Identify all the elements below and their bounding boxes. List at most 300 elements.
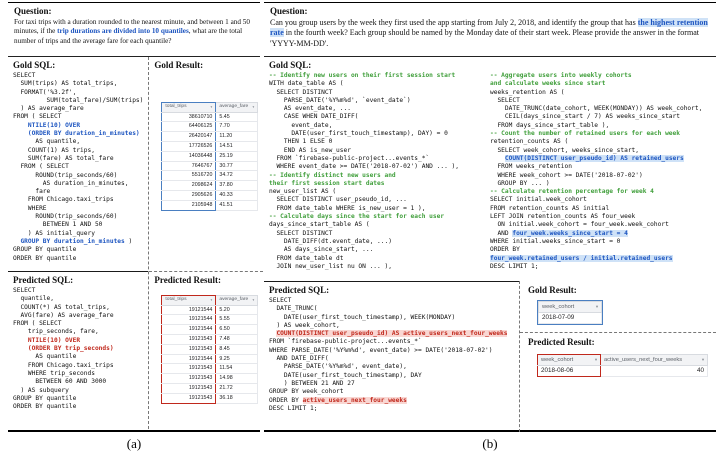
sql-text: FROM ( SELECT xyxy=(13,163,69,171)
sql-text: FROM `firebase-public-project...events_*` xyxy=(269,338,422,346)
table-cell: 19121543 xyxy=(162,334,216,344)
sql-text: SELECT xyxy=(13,287,36,294)
sql-bluehl-segment: COUNT(DISTINCT user_pseudo_id) AS retained_users xyxy=(504,154,684,162)
sql-text: WHERE xyxy=(13,204,47,212)
sql-blue-segment: (ORDER BY duration_in_minutes) xyxy=(27,130,140,138)
sql-code-line xyxy=(13,395,143,403)
column-header xyxy=(538,355,601,366)
sql-text: THEN 1 ELSE 0 xyxy=(269,138,333,146)
table-cell: 64406125 xyxy=(162,122,216,132)
sql-code-line xyxy=(269,147,481,155)
sql-text: FROM date_table WHERE is_new_user = 1 ), xyxy=(269,204,426,212)
sql-text: SELECT xyxy=(13,72,36,79)
panel-a xyxy=(8,2,260,432)
sql-code-line xyxy=(269,397,514,405)
sql-code-line xyxy=(13,196,143,204)
sql-text: CASE WHEN DATE_DIFF( xyxy=(269,113,359,121)
gold-sql-column-2 xyxy=(486,57,716,281)
sql-code-line xyxy=(13,328,143,336)
sql-code-line xyxy=(13,287,143,295)
sql-text: AS event_date, ... xyxy=(269,105,351,113)
sql-code-line xyxy=(490,238,712,246)
sql-text: WITH date_table AS ( xyxy=(269,80,344,88)
sql-text: days_since_start_table AS ( xyxy=(269,221,370,229)
table-row xyxy=(162,334,258,344)
result-table xyxy=(538,301,602,324)
sql-code-line xyxy=(13,155,143,163)
sql-text: SELECT DISTINCT user_pseudo_id, ... xyxy=(269,196,407,204)
table-row xyxy=(162,383,258,393)
sql-text: ) BETWEEN 21 AND 27 xyxy=(269,379,355,387)
sql-code-line xyxy=(490,105,712,113)
sql-code-line xyxy=(490,188,712,196)
sql-bluehl-segment: four_week.retained_users / initial.retained_users xyxy=(490,254,673,262)
sql-green-segment: their first session start dates xyxy=(269,179,385,187)
sql-text: FROM days_since_start_table ), xyxy=(490,121,610,129)
gold-sql-code-col1 xyxy=(269,72,481,271)
sql-text: SUM(total_fare)/SUM(trips) xyxy=(13,96,144,104)
gold-result-section-b xyxy=(520,281,716,332)
sql-text: DESC LIMIT 1; xyxy=(490,262,539,270)
column-header xyxy=(216,296,258,306)
table-cell: 11.54 xyxy=(216,364,258,374)
sql-code-line xyxy=(490,147,712,155)
sql-text: DESC LIMIT 1; xyxy=(269,404,318,412)
sql-code-line xyxy=(269,347,514,355)
predicted-sql-section-a xyxy=(8,271,148,429)
table-row xyxy=(162,393,258,403)
sql-code-line xyxy=(269,113,481,121)
sql-code-line xyxy=(13,130,143,138)
sql-text: FROM retention_counts AS initial xyxy=(490,204,610,212)
table-cell: 8.45 xyxy=(216,344,258,354)
sql-text: LEFT JOIN retention_counts AS four_week xyxy=(490,213,636,221)
sql-code-line xyxy=(490,97,712,105)
table-cell: 19121543 xyxy=(162,374,216,384)
table-row xyxy=(162,132,258,142)
sql-text: AND DATE_DIFF( xyxy=(269,355,329,363)
sql-code-line xyxy=(13,295,143,303)
sql-code-line xyxy=(13,172,143,180)
column-header xyxy=(216,103,258,113)
sql-text: AS quantile, xyxy=(13,138,81,146)
sql-code-line xyxy=(269,380,514,388)
sql-text: ) AS week_cohort, xyxy=(269,321,340,329)
gold-result-heading: Gold Result: xyxy=(154,60,204,70)
table-cell: 2018-08-06 xyxy=(538,366,601,377)
result-column-b xyxy=(519,281,716,432)
sql-text: GROUP BY week_cohort xyxy=(269,388,344,396)
header-row xyxy=(162,103,258,113)
sql-code-line xyxy=(13,353,143,361)
sql-code-line xyxy=(490,80,712,88)
question-text xyxy=(270,18,710,49)
sql-text: SELECT week_cohort, weeks_since_start, xyxy=(490,146,640,154)
sql-code-line xyxy=(490,205,712,213)
sql-text: SUM(fare) AS total_fare xyxy=(13,154,114,162)
sql-code-line xyxy=(13,403,143,411)
sql-text: FROM weeks_retention xyxy=(490,163,572,171)
sql-text: ORDER BY xyxy=(269,396,303,404)
sql-text: CEIL(days_since_start / 7) AS weeks_since_start xyxy=(490,113,680,121)
predicted-sql-code xyxy=(13,287,143,411)
table-row xyxy=(162,374,258,384)
table-cell: 41.51 xyxy=(216,200,258,210)
table-row xyxy=(162,364,258,374)
sql-code-line xyxy=(269,89,481,97)
sql-text: COUNT(1) AS trips, xyxy=(13,146,95,154)
sql-code-line xyxy=(269,122,481,130)
sql-code-line xyxy=(269,105,481,113)
sql-code-line xyxy=(269,221,481,229)
sql-green-segment: -- Aggregate users into weekly cohorts xyxy=(490,72,632,79)
sql-text: ROUND(trip_seconds/60) xyxy=(13,171,118,179)
sql-text: ) AS initial_query xyxy=(13,229,95,237)
sql-code-line xyxy=(13,304,143,312)
table-cell: 14.98 xyxy=(216,374,258,384)
sql-green-segment: -- Count the number of retained users for each week xyxy=(490,130,680,138)
sql-code-line xyxy=(269,180,481,188)
sql-code-line xyxy=(13,387,143,395)
sql-text: FORMAT('%3.2f', xyxy=(13,88,77,96)
gold-sql-heading: Gold SQL: xyxy=(13,60,56,70)
question-text-run: For taxi trips with a duration rounded to the nearest minute, and between 1 and 50 minutes, if the xyxy=(14,18,250,36)
sql-code-line xyxy=(490,138,712,146)
predicted-sql-heading: Predicted SQL: xyxy=(13,275,74,285)
table-cell: 14.51 xyxy=(216,141,258,151)
sql-text: DATE(user_first_touch_timestamp), DAY) = 0 xyxy=(269,130,448,138)
sql-text: AND xyxy=(490,229,513,237)
sql-code-line xyxy=(269,338,514,346)
sql-code-line xyxy=(269,238,481,246)
sql-code-line xyxy=(269,246,481,254)
gold-result-table-b xyxy=(537,300,603,325)
sort-arrow-icon: ▾ xyxy=(252,298,255,302)
sql-code-line xyxy=(13,345,143,353)
gold-sql-code xyxy=(13,72,143,263)
sql-text: END AS is_new_user xyxy=(269,146,351,154)
sql-text: AS duration_in_minutes, xyxy=(13,179,129,187)
table-cell: 9.25 xyxy=(216,354,258,364)
table-cell: 5.55 xyxy=(216,315,258,325)
sql-code-line xyxy=(13,72,143,80)
predicted-result-table-b xyxy=(537,354,708,377)
predicted-result-section-b xyxy=(520,332,716,432)
sql-text: BETWEEN 60 AND 3000 xyxy=(13,378,107,386)
sql-text xyxy=(13,122,28,129)
sql-code-line xyxy=(269,196,481,204)
sql-text: SELECT xyxy=(269,297,292,304)
sql-text: ORDER BY quantile xyxy=(13,254,77,262)
sql-green-segment: -- Calculate days since the start for each user xyxy=(269,213,445,221)
sql-redhl-segment: active_users_next_four_weeks xyxy=(302,396,407,404)
sql-text: ) xyxy=(124,237,133,245)
sql-blue-segment: NTILE(10) OVER xyxy=(27,121,81,129)
sql-text: weeks_retention AS ( xyxy=(490,88,565,96)
question-section-a xyxy=(8,3,260,57)
question-text xyxy=(14,18,254,46)
sql-code-line xyxy=(13,312,143,320)
sql-text: DATE(user_first_touch_timestamp), WEEK(MONDAY) xyxy=(269,313,456,321)
table-cell: 21.72 xyxy=(216,383,258,393)
sql-code-line xyxy=(13,320,143,328)
gold-sql-code-col2 xyxy=(490,72,712,271)
sql-red-segment: (ORDER BY trip_seconds) xyxy=(27,345,114,353)
table-cell: 19121544 xyxy=(162,315,216,325)
sql-code-line xyxy=(13,362,143,370)
sql-code-line xyxy=(490,130,712,138)
sql-text: DATE_DIFF(dt.event_date, ...) xyxy=(269,237,392,245)
table-cell: 5516720 xyxy=(162,171,216,181)
table-cell: 36.18 xyxy=(216,393,258,403)
column-header xyxy=(601,355,708,366)
sql-text: fare xyxy=(13,188,51,196)
sql-text: FROM ( SELECT xyxy=(13,320,62,328)
sql-text: ) AS subquery xyxy=(13,386,69,394)
sql-code-line xyxy=(269,388,514,396)
sql-redhl-segment: COUNT(DISTINCT user_pseudo_id) AS active_users_next_four_weeks xyxy=(276,330,508,338)
sql-code-line xyxy=(13,113,143,121)
predicted-sql-section-b xyxy=(264,281,519,432)
sql-green-segment: -- Identify distinct new users and xyxy=(269,171,396,179)
sql-text: trip_seconds, fare, xyxy=(13,328,99,336)
table-cell: 5.45 xyxy=(216,112,258,122)
predicted-result-table-a xyxy=(161,295,258,404)
sql-code-line xyxy=(269,97,481,105)
sql-text xyxy=(490,155,505,162)
question-highlight: trip durations are divided into 10 quantiles xyxy=(57,27,189,36)
table-cell: 2105948 xyxy=(162,200,216,210)
sql-text: COUNT(*) AS total_trips, xyxy=(13,303,110,311)
sql-code-line xyxy=(13,89,143,97)
sql-text: AVG(fare) AS average_fare xyxy=(13,311,114,319)
sql-text: FROM Chicago.taxi_trips xyxy=(13,361,114,369)
sql-code-line xyxy=(269,188,481,196)
question-heading: Question: xyxy=(14,6,52,16)
sql-text: WHERE initial.weeks_since_start = 0 xyxy=(490,237,621,245)
sql-text: GROUP BY ... ) xyxy=(490,179,550,187)
sql-code-line xyxy=(13,180,143,188)
sql-code-line xyxy=(13,337,143,345)
sort-arrow-icon: ▾ xyxy=(594,357,597,362)
sql-text: AS quantile xyxy=(13,353,77,361)
table-cell: 7.70 xyxy=(216,122,258,132)
sql-code-line xyxy=(490,113,712,121)
sql-text: SELECT xyxy=(490,96,520,104)
gold-sql-heading: Gold SQL: xyxy=(269,60,312,70)
table-cell: 2905626 xyxy=(162,190,216,200)
table-row xyxy=(162,315,258,325)
sql-green-segment: -- Identify new users on their first session start xyxy=(269,72,456,79)
column-label: average_fare xyxy=(219,104,249,109)
sql-code-line xyxy=(490,246,712,254)
header-row xyxy=(539,302,602,313)
table-row xyxy=(162,151,258,161)
header-row xyxy=(538,355,708,366)
sql-code-line xyxy=(490,122,712,130)
sql-code-line xyxy=(13,138,143,146)
sql-text: DATE_TRUNC(date_cohort, WEEK(MONDAY)) AS week_cohort, xyxy=(490,105,703,113)
sql-code-line xyxy=(13,230,143,238)
sql-text: WHERE trip_seconds xyxy=(13,369,95,377)
sql-text: PARSE_DATE('%Y%m%d', `event_date`) xyxy=(269,96,411,104)
table-cell: 14036448 xyxy=(162,151,216,161)
table-row xyxy=(162,354,258,364)
gold-sql-section-a xyxy=(8,57,148,271)
sql-text: WHERE event_date >= DATE('2018-07-02') AND ... ), xyxy=(269,163,459,171)
predicted-result-heading: Predicted Result: xyxy=(528,337,595,347)
sql-code-line xyxy=(269,263,481,271)
table-cell: 40 xyxy=(601,366,708,377)
table-row xyxy=(162,122,258,132)
table-row xyxy=(162,141,258,151)
sql-code-line xyxy=(269,80,481,88)
question-text-run: Can you group users by the week they first used the app starting from July 2, 2018, and identify the group that has xyxy=(270,18,638,27)
sql-red-segment: NTILE(10) OVER xyxy=(27,336,81,344)
sql-text: ORDER BY xyxy=(490,246,520,254)
sql-code-line xyxy=(13,205,143,213)
sql-code-line xyxy=(13,221,143,229)
predicted-result-section-a xyxy=(149,271,263,429)
sql-text: FROM `firebase-public-project...events_*` xyxy=(269,154,430,162)
result-column-a xyxy=(148,57,263,429)
table-cell: 19121543 xyxy=(162,364,216,374)
sql-code-line xyxy=(490,172,712,180)
sql-text: ORDER BY quantile xyxy=(13,403,77,411)
sql-text: quantile, xyxy=(13,295,54,303)
column-label: week_cohort xyxy=(542,304,575,310)
caption-b: (b) xyxy=(482,436,498,451)
sql-code-line xyxy=(269,355,514,363)
table-cell: 26420147 xyxy=(162,132,216,142)
table-row xyxy=(162,200,258,210)
sql-code-line xyxy=(13,147,143,155)
table-row xyxy=(162,161,258,171)
table-cell: 40.33 xyxy=(216,190,258,200)
table-cell: 37.80 xyxy=(216,181,258,191)
panel-b-bottom xyxy=(264,281,716,432)
sort-arrow-icon: ▾ xyxy=(210,105,213,109)
result-table xyxy=(537,354,708,377)
sql-text: SELECT DISTINCT xyxy=(269,229,333,237)
sql-code-line xyxy=(13,238,143,246)
table-row xyxy=(162,190,258,200)
sql-code-line xyxy=(490,263,712,271)
sql-code-line xyxy=(269,155,481,163)
question-heading: Question: xyxy=(270,6,308,16)
caption-a: (a) xyxy=(126,436,142,451)
table-row xyxy=(162,112,258,122)
sql-text: SELECT DISTINCT xyxy=(269,88,333,96)
sql-text: FROM date_table dt xyxy=(269,254,344,262)
column-header xyxy=(162,296,216,306)
sql-code-line xyxy=(269,213,481,221)
table-cell: 25.19 xyxy=(216,151,258,161)
column-header xyxy=(539,302,602,313)
predicted-sql-heading: Predicted SQL: xyxy=(269,285,330,295)
sql-code-line xyxy=(13,105,143,113)
sql-code-line xyxy=(13,97,143,105)
sql-code-line xyxy=(269,305,514,313)
table-cell: 5.20 xyxy=(216,305,258,315)
sql-text: event_date, xyxy=(269,121,333,129)
sql-code-line xyxy=(490,163,712,171)
table-row xyxy=(162,181,258,191)
table-row xyxy=(162,305,258,315)
table-cell: 19121543 xyxy=(162,393,216,403)
table-cell: 2018-07-09 xyxy=(539,313,602,324)
sort-arrow-icon: ▾ xyxy=(210,298,213,302)
sql-text: JOIN new_user_list nu ON ... ), xyxy=(269,262,392,270)
sql-text: FROM Chicago.taxi_trips xyxy=(13,196,114,204)
sql-text xyxy=(13,345,28,352)
sql-code-line xyxy=(269,163,481,171)
sql-bluehl-segment: four_week.weeks_since_start = 4 xyxy=(512,229,628,237)
sql-code-line xyxy=(269,372,514,380)
question-section-b xyxy=(264,3,716,57)
sql-text: new_user_list AS ( xyxy=(269,188,337,196)
sql-code-line xyxy=(269,322,514,330)
sql-code-line xyxy=(269,314,514,322)
column-label: week_cohort xyxy=(541,357,574,363)
sql-code-line xyxy=(13,188,143,196)
sql-code-line xyxy=(269,72,481,80)
sql-text: WHERE week_cohort >= DATE('2018-07-02') xyxy=(490,171,643,179)
gold-result-table-a xyxy=(161,102,258,211)
sql-code-line xyxy=(269,405,514,413)
result-table xyxy=(161,102,258,211)
table-row xyxy=(538,366,708,377)
result-table xyxy=(161,295,258,404)
gold-sql-section-b xyxy=(264,57,716,281)
gold-sql-column-1 xyxy=(264,57,486,281)
table-row xyxy=(162,344,258,354)
sql-code-line xyxy=(13,370,143,378)
sql-code-line xyxy=(490,221,712,229)
sql-code-line xyxy=(269,230,481,238)
sql-code-line xyxy=(490,255,712,263)
table-cell: 19121543 xyxy=(162,383,216,393)
gold-result-section-a xyxy=(149,57,263,271)
sql-code-line xyxy=(13,122,143,130)
sql-text: DATE_TRUNC( xyxy=(269,305,318,313)
sql-text: PARSE_DATE('%Y%m%d', event_date), xyxy=(269,363,407,371)
sql-code-line xyxy=(490,180,712,188)
table-row xyxy=(162,171,258,181)
sql-text xyxy=(13,130,28,137)
table-cell: 19121543 xyxy=(162,344,216,354)
sql-text: WHERE PARSE_DATE('%Y%m%d', event_date) >= DATE('2018-07-02') xyxy=(269,346,493,354)
column-label: total_trips xyxy=(165,104,187,109)
sql-code-line xyxy=(13,213,143,221)
sql-code-line xyxy=(490,155,712,163)
column-header xyxy=(162,103,216,113)
sql-text: FROM ( SELECT xyxy=(13,113,62,121)
sort-arrow-icon: ▾ xyxy=(595,304,598,309)
table-row xyxy=(539,313,602,324)
sql-text: GROUP BY quantile xyxy=(13,246,77,254)
sql-code-line xyxy=(490,230,712,238)
table-cell: 30.77 xyxy=(216,161,258,171)
table-cell: 2098624 xyxy=(162,181,216,191)
sql-text: DATE(user_first_touch_timestamp), DAY xyxy=(269,371,422,379)
table-cell: 7646767 xyxy=(162,161,216,171)
column-label: average_fare xyxy=(219,297,249,302)
sql-code-line xyxy=(269,138,481,146)
panel-a-content xyxy=(8,57,260,429)
column-label: total_trips xyxy=(165,297,187,302)
sql-code-line xyxy=(13,246,143,254)
